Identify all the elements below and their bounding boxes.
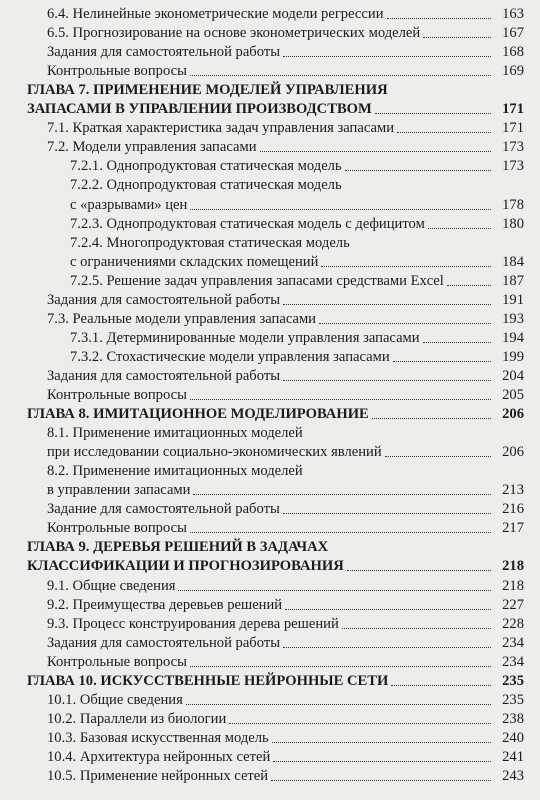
toc-entry	[47, 633, 524, 653]
toc-page-number: 191	[502, 291, 524, 308]
toc-entry-title: 10.2. Параллели из биологии	[47, 710, 227, 727]
toc-entry-title: 7.2.4. Многопродуктовая статическая модель	[70, 234, 350, 251]
toc-entry-title: 6.5. Прогнозирование на основе эконометрических моделей	[47, 25, 421, 42]
toc-page-number: 234	[502, 653, 524, 670]
toc-dot-leader	[375, 113, 491, 114]
toc-entry-title: 10.5. Применение нейронных сетей	[47, 768, 269, 784]
toc-entry-title: ГЛАВА 9. ДЕРЕВЬЯ РЕШЕНИЙ В ЗАДАЧАХ	[27, 539, 329, 556]
toc-entry-title: 7.1. Краткая характеристика задач управления запасами	[47, 120, 395, 137]
toc-entry	[47, 23, 524, 43]
toc-page-number: 206	[502, 406, 524, 423]
toc-entry	[47, 480, 524, 500]
toc-entry-title: 6.4. Нелинейные эконометрические модели регрессии	[47, 6, 384, 22]
toc-page-number: 184	[502, 253, 524, 270]
toc-entry	[47, 690, 524, 710]
toc-entry	[47, 290, 524, 310]
toc-entry	[70, 328, 524, 348]
toc-entry-title: 10.3. Базовая искусственная модель	[47, 729, 269, 746]
toc-page-number: 241	[502, 748, 524, 765]
toc-entry	[47, 61, 524, 81]
toc-page-number: 240	[502, 729, 524, 746]
toc-page-number: 193	[502, 310, 524, 327]
toc-dot-leader	[271, 780, 491, 781]
toc-page-number: 178	[502, 196, 524, 213]
toc-entry-title: 7.3.1. Детерминированные модели управления запасами	[70, 329, 420, 346]
toc-entry-title: с «разрывами» цен	[70, 196, 188, 213]
toc-page-number: 171	[502, 120, 524, 137]
toc-entry-title: Контрольные вопросы	[47, 653, 187, 670]
toc-entry	[47, 576, 524, 596]
toc-dot-leader	[260, 151, 491, 152]
toc-entry-title: 9.1. Общие сведения	[47, 577, 176, 594]
toc-page-number: 217	[502, 520, 524, 537]
toc-dot-leader	[372, 418, 491, 419]
toc-entry-title: 7.3.2. Стохастические модели управления запасами	[70, 348, 390, 365]
toc-dot-leader	[273, 761, 491, 762]
toc-dot-leader	[393, 361, 491, 362]
toc-entry	[47, 42, 524, 62]
toc-entry-title: при исследовании социально-экономических явлений	[47, 444, 382, 461]
toc-dot-leader	[387, 18, 491, 19]
toc-chapter-heading	[27, 671, 524, 691]
toc-entry	[47, 442, 524, 462]
toc-entry	[47, 118, 524, 138]
toc-entry-title: 7.2.3. Однопродуктовая статическая модель с дефицитом	[70, 215, 425, 232]
toc-chapter-heading	[27, 99, 524, 119]
toc-dot-leader	[190, 209, 491, 210]
toc-entry-title: 7.2.2. Однопродуктовая статическая модель	[70, 177, 342, 194]
toc-dot-leader	[283, 56, 491, 57]
toc-page-number: 167	[502, 25, 524, 42]
toc-dot-leader	[190, 666, 491, 667]
toc-entry-title: Задания для самостоятельной работы	[47, 367, 281, 384]
toc-dot-leader	[423, 342, 491, 343]
toc-dot-leader	[193, 494, 491, 495]
toc-entry	[47, 385, 524, 405]
toc-page-number: 173	[502, 139, 524, 156]
toc-entry	[70, 175, 342, 195]
toc-entry	[70, 252, 524, 272]
toc-entry	[70, 195, 524, 215]
toc-dot-leader	[385, 456, 491, 457]
toc-entry	[47, 728, 524, 748]
toc-entry-title: 10.1. Общие сведения	[47, 691, 183, 708]
toc-entry	[47, 461, 303, 481]
toc-entry	[47, 499, 524, 519]
toc-entry-title: КЛАССИФИКАЦИИ И ПРОГНОЗИРОВАНИЯ	[27, 558, 344, 575]
toc-page-number: 213	[502, 482, 524, 499]
toc-chapter-heading	[27, 80, 388, 100]
toc-dot-leader	[285, 609, 491, 610]
toc-dot-leader	[190, 532, 491, 533]
toc-page-number: 171	[502, 101, 524, 118]
toc-entry	[47, 309, 524, 329]
toc-dot-leader	[347, 570, 491, 571]
toc-entry-title: 8.1. Применение имитационных моделей	[47, 425, 303, 442]
toc-entry-title: ЗАПАСАМИ В УПРАВЛЕНИИ ПРОИЗВОДСТВОМ	[27, 101, 372, 118]
toc-entry-title: 10.4. Архитектура нейронных сетей	[47, 748, 271, 765]
toc-entry-title: 7.3. Реальные модели управления запасами	[47, 310, 316, 327]
toc-entry-title: 7.2.1. Однопродуктовая статическая модель	[70, 158, 342, 175]
toc-entry	[47, 766, 524, 786]
toc-entry-title: 7.2. Модели управления запасами	[47, 139, 257, 156]
toc-dot-leader	[178, 590, 491, 591]
toc-dot-leader	[283, 304, 491, 305]
toc-page-number: 180	[502, 215, 524, 232]
toc-page-number: 218	[502, 577, 524, 594]
toc-page-number: 205	[502, 387, 524, 403]
toc-dot-leader	[283, 647, 491, 648]
toc-entry-title: ГЛАВА 10. ИСКУССТВЕННЫЕ НЕЙРОННЫЕ СЕТИ	[27, 672, 389, 689]
toc-dot-leader	[283, 380, 491, 381]
toc-entry-title: Контрольные вопросы	[47, 387, 187, 403]
toc-dot-leader	[283, 513, 491, 514]
toc-page-number: 173	[502, 158, 524, 175]
toc-entry	[47, 137, 524, 157]
toc-entry-title: Задания для самостоятельной работы	[47, 44, 281, 61]
toc-dot-leader	[321, 266, 491, 267]
toc-page-number: 218	[502, 558, 524, 575]
toc-page-number: 204	[502, 367, 524, 384]
toc-chapter-heading	[27, 556, 524, 576]
toc-dot-leader	[342, 628, 491, 629]
toc-dot-leader	[272, 742, 491, 743]
toc-dot-leader	[229, 723, 491, 724]
toc-page-number: 228	[502, 615, 524, 632]
toc-page-number: 216	[502, 501, 524, 518]
toc-entry	[47, 595, 524, 615]
toc-entry-title: 8.2. Применение имитационных моделей	[47, 463, 303, 480]
toc-page-number: 169	[502, 63, 524, 80]
toc-page-number: 163	[502, 6, 524, 22]
toc-entry	[47, 709, 524, 729]
toc-page-number: 227	[502, 596, 524, 613]
toc-entry-title: Задание для самостоятельной работы	[47, 501, 280, 518]
toc-page-number: 238	[502, 710, 524, 727]
toc-dot-leader	[345, 170, 491, 171]
toc-dot-leader	[397, 132, 491, 133]
toc-page-number: 199	[502, 348, 524, 365]
toc-entry	[47, 423, 303, 443]
toc-entry	[70, 271, 524, 291]
toc-dot-leader	[391, 685, 491, 686]
toc-dot-leader	[423, 37, 491, 38]
toc-page-number: 168	[502, 44, 524, 61]
toc-dot-leader	[186, 704, 491, 705]
toc-dot-leader	[428, 228, 491, 229]
toc-entry-title: 7.2.5. Решение задач управления запасами средствами Excel	[70, 272, 444, 289]
toc-entry-title: Задания для самостоятельной работы	[47, 291, 281, 308]
toc-chapter-heading	[27, 404, 524, 424]
toc-entry-title: Контрольные вопросы	[47, 63, 187, 80]
toc-entry-title: с ограничениями складских помещений	[70, 253, 319, 270]
toc-entry	[70, 347, 524, 367]
toc-entry	[47, 747, 524, 767]
toc-dot-leader	[190, 75, 491, 76]
toc-page-number: 187	[502, 272, 524, 289]
toc-page-number: 235	[502, 691, 524, 708]
toc-entry	[70, 214, 524, 234]
toc-entry-title: Контрольные вопросы	[47, 520, 187, 537]
toc-entry	[70, 233, 350, 253]
toc-dot-leader	[447, 285, 491, 286]
toc-dot-leader	[319, 323, 491, 324]
toc-page-number: 235	[502, 672, 524, 689]
toc-entry	[47, 366, 524, 386]
toc-entry	[47, 614, 524, 634]
toc-entry-title: ГЛАВА 8. ИМИТАЦИОННОЕ МОДЕЛИРОВАНИЕ	[27, 406, 369, 423]
toc-entry-title: 9.2. Преимущества деревьев решений	[47, 596, 283, 613]
toc-page-number: 206	[502, 444, 524, 461]
toc-entry-title: Задания для самостоятельной работы	[47, 634, 281, 651]
toc-entry	[47, 518, 524, 538]
toc-entry	[47, 652, 524, 672]
toc-page-number: 234	[502, 634, 524, 651]
toc-entry	[47, 4, 524, 24]
toc-page-number: 243	[502, 768, 524, 784]
toc-entry-title: в управлении запасами	[47, 482, 191, 499]
toc-page-number: 194	[502, 329, 524, 346]
toc-entry-title: 9.3. Процесс конструирования дерева решений	[47, 615, 339, 632]
toc-entry	[70, 156, 524, 176]
toc-chapter-heading	[27, 537, 328, 557]
toc-dot-leader	[190, 399, 491, 400]
toc-entry-title: ГЛАВА 7. ПРИМЕНЕНИЕ МОДЕЛЕЙ УПРАВЛЕНИЯ	[27, 82, 388, 99]
